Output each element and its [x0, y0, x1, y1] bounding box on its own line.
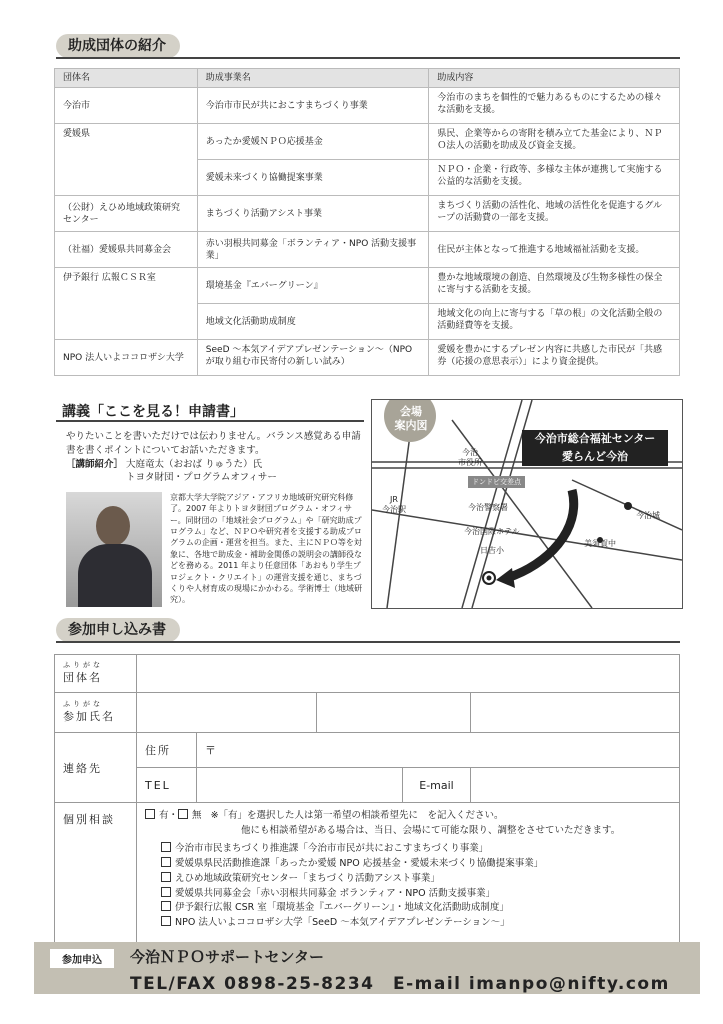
program-cell: SeeD ～本気アイデアプレゼンテーション～（NPO が取り組む市民寄付の新しい試み）	[197, 340, 429, 376]
consult-option-checkbox[interactable]	[161, 916, 171, 926]
column-header: 団体名	[55, 69, 198, 88]
map-label-police: 今治警察署	[468, 503, 508, 512]
org-label-cell	[55, 655, 137, 693]
address-label-cell	[137, 733, 197, 768]
lecture-intro: やりたいことを書いただけでは伝わりません。バランス感覚ある申請書を書くポイントについてお話いただきます。	[66, 431, 361, 456]
consult-yes-no: 有・ 無 ※「有」を選択した人は第一希望の相談希望先に を記入ください。	[145, 809, 671, 824]
name-label: 参加氏名	[63, 710, 115, 723]
application-form	[54, 654, 680, 949]
venue-name-line: 今治市総合福祉センター	[534, 432, 656, 445]
lecturer-title: トヨタ財団・プログラムオフィサー	[126, 472, 277, 484]
consult-option-checkbox[interactable]	[161, 901, 171, 911]
consult-option: 伊予銀行広報 CSR 室「環境基金『エバーグリーン』・地域文化活動助成制度」	[161, 901, 671, 916]
table-row	[55, 268, 680, 304]
map-label-school: 日吉小	[480, 546, 504, 555]
lecturer-photo	[66, 492, 162, 607]
venue-map	[371, 399, 683, 609]
org-cell: 伊予銀行 広報ＣＳＲ室	[55, 268, 198, 340]
tel-label-cell	[137, 768, 197, 803]
table-header-row	[55, 69, 680, 88]
map-badge-line: 会場	[400, 405, 422, 418]
consult-option: NPO 法人いよココロザシ大学「SeeD ～本気アイデアプレゼンテーション～」	[161, 916, 671, 931]
contact-label: 連絡先	[63, 761, 102, 775]
detail-cell: 愛媛を豊かにするプレゼン内容に共感した市民が「共感券（応援の意思表示）」により資金提供。	[429, 340, 680, 376]
detail-cell: 県民、企業等からの寄附を積み立てた基金により、ＮＰＯ法人の活動を助成及び資金支援。	[429, 124, 680, 160]
map-badge-line: 案内図	[394, 418, 428, 432]
consult-option: 今治市市民まちづくり推進課「今治市市民が共におこすまちづくり事業」	[161, 842, 671, 857]
column-header: 助成事業名	[197, 69, 429, 88]
table-row	[55, 340, 680, 376]
consult-option-checkbox[interactable]	[161, 872, 171, 882]
detail-cell: 豊かな地域環境の創造、自然環境及び生物多様性の保全に寄与する活動を支援。	[429, 268, 680, 304]
consult-option: えひめ地域政策研究センター「まちづくり活動アシスト事業」	[161, 872, 671, 887]
consult-label-cell	[55, 803, 137, 949]
address-input[interactable]	[197, 733, 680, 768]
contact-label-cell	[55, 733, 137, 803]
email-label: E-mail	[419, 778, 454, 792]
email-input[interactable]	[471, 768, 680, 803]
org-input[interactable]	[137, 655, 680, 693]
consult-option: 愛媛県共同募金会「赤い羽根共同募金 ボランティア・NPO 活動支援事業」	[161, 887, 671, 902]
name-label-cell	[55, 693, 137, 733]
tel-label: TEL	[145, 778, 171, 792]
consult-options-cell	[137, 803, 680, 949]
column-header: 助成内容	[429, 69, 680, 88]
consult-yes-label: 有	[159, 810, 169, 821]
divider	[56, 57, 680, 59]
consult-yes-checkbox[interactable]	[145, 809, 155, 819]
map-label-intersection: ドンドビ交差点	[468, 476, 525, 488]
divider	[56, 641, 680, 643]
grants-section-title: 助成団体の紹介	[56, 34, 180, 58]
table-row	[55, 124, 680, 160]
program-cell: 地域文化活動助成制度	[197, 304, 429, 340]
consult-option: 愛媛県県民活動推進課「あったか愛媛 NPO 応援基金・愛媛未来づくり協働提案事業」	[161, 857, 671, 872]
org-cell: （公財）えひめ地域政策研究センター	[55, 196, 198, 232]
name-input-2[interactable]	[317, 693, 471, 733]
grants-section-header	[56, 34, 680, 62]
email-label-cell	[403, 768, 471, 803]
consult-option-checkbox[interactable]	[161, 842, 171, 852]
map-label-castle: 今治城	[636, 511, 660, 520]
consult-option-checkbox[interactable]	[161, 857, 171, 867]
map-label-city-hall: 今治 市役所	[458, 448, 482, 467]
program-cell: まちづくり活動アシスト事業	[197, 196, 429, 232]
form-row-name	[55, 693, 680, 733]
map-label-jr: JR 今治駅	[382, 495, 406, 514]
detail-cell: まちづくり活動の活性化、地域の活性化を促進するグループの活動費の一部を支援。	[429, 196, 680, 232]
table-row	[55, 88, 680, 124]
consult-no-label: 無	[192, 810, 202, 821]
detail-cell: ＮＰＯ・企業・行政等、多様な主体が連携して実施する公益的な活動を支援。	[429, 160, 680, 196]
form-row-consult	[55, 803, 680, 949]
program-cell: 赤い羽根共同募金「ボランティア・NPO 活動支援事業」	[197, 232, 429, 268]
venue-name-line: 愛らんど今治	[562, 450, 628, 463]
apply-tag: 参加申込	[50, 949, 114, 968]
map-label-temple: 美須賀中	[584, 539, 616, 548]
footer-contact-bar	[34, 942, 700, 994]
program-cell: 愛媛未来づくり協働提案事業	[197, 160, 429, 196]
detail-cell: 地域文化の向上に寄与する「草の根」の文化活動全般の活動経費等を支援。	[429, 304, 680, 340]
map-label-hotel: 今治国際ホテル	[464, 527, 520, 536]
org-cell: 今治市	[55, 88, 198, 124]
grants-table	[54, 68, 680, 376]
org-cell: 愛媛県	[55, 124, 198, 196]
furigana-label: ふりがな	[63, 700, 103, 708]
org-cell: NPO 法人いよココロザシ大学	[55, 340, 198, 376]
tel-input[interactable]	[197, 768, 403, 803]
lecturer-label: ［講師紹介］	[66, 458, 124, 470]
map-badge	[394, 405, 428, 433]
form-row-tel	[55, 768, 680, 803]
org-cell: （社福）愛媛県共同募金会	[55, 232, 198, 268]
table-row	[55, 232, 680, 268]
consult-option-list	[145, 842, 671, 930]
venue-label	[522, 430, 668, 466]
consult-no-checkbox[interactable]	[178, 809, 188, 819]
apply-section-title: 参加申し込み書	[56, 618, 180, 642]
furigana-label: ふりがな	[63, 661, 103, 669]
divider	[56, 420, 364, 422]
form-row-address	[55, 733, 680, 768]
lecturer-bio: 京都大学大学院アジア・アフリカ地域研究研究科修了。2007 年よりトヨタ財団プログラム・オフィサー。同財団の「地域社会プログラム」や「研究助成プログラム」など、ＮＰＯや研究者を支援する助成プログラムの企画・運営を担当。また、主にＮＰＯ等を対象に、各地で助成金・補助金関係の説明会の講師役などを務める。2011 年より任意団体「あおもり学生プロジェクト・クリエイト」の運営支援を通じ、まちづくりや人材育成の現場にかかわる。学術博士（地域研究）。	[170, 493, 362, 605]
org-label: 団体名	[63, 671, 102, 684]
consult-label: 個別相談	[63, 813, 115, 826]
program-cell: あったか愛媛ＮＰＯ応援基金	[197, 124, 429, 160]
detail-cell: 今治市のまちを個性的で魅力あるものにするための様々な活動を支援。	[429, 88, 680, 124]
footer-org: 今治ＮＰＯサポートセンター	[130, 948, 324, 966]
footer-contact: TEL/FAX 0898-25-8234 E-mail imanpo@nifty.com	[130, 974, 670, 994]
lecturer-name: 大庭竜太（おおば りゅうた）氏	[126, 458, 263, 470]
lecture-intro-block	[66, 430, 366, 485]
consult-note-2: 他にも相談希望がある場合は、当日、会場にて可能な限り、調整をさせていただきます。	[241, 824, 621, 836]
name-input-1[interactable]	[137, 693, 317, 733]
consult-option-checkbox[interactable]	[161, 887, 171, 897]
lecturer-line	[66, 458, 366, 472]
apply-section-header	[56, 618, 680, 646]
address-label: 住所	[145, 744, 171, 757]
name-input-3[interactable]	[471, 693, 680, 733]
table-row	[55, 196, 680, 232]
detail-cell: 住民が主体となって推進する地域福祉活動を支援。	[429, 232, 680, 268]
consult-note: ※「有」を選択した人は第一希望の相談希望先に を記入ください。	[210, 810, 504, 821]
postal-mark: 〒	[205, 744, 216, 757]
form-row-org	[55, 655, 680, 693]
lecture-title: 講義「ここを見る！申請書」	[62, 404, 244, 420]
program-cell: 今治市市民が共におこすまちづくり事業	[197, 88, 429, 124]
program-cell: 環境基金『エバーグリーン』	[197, 268, 429, 304]
